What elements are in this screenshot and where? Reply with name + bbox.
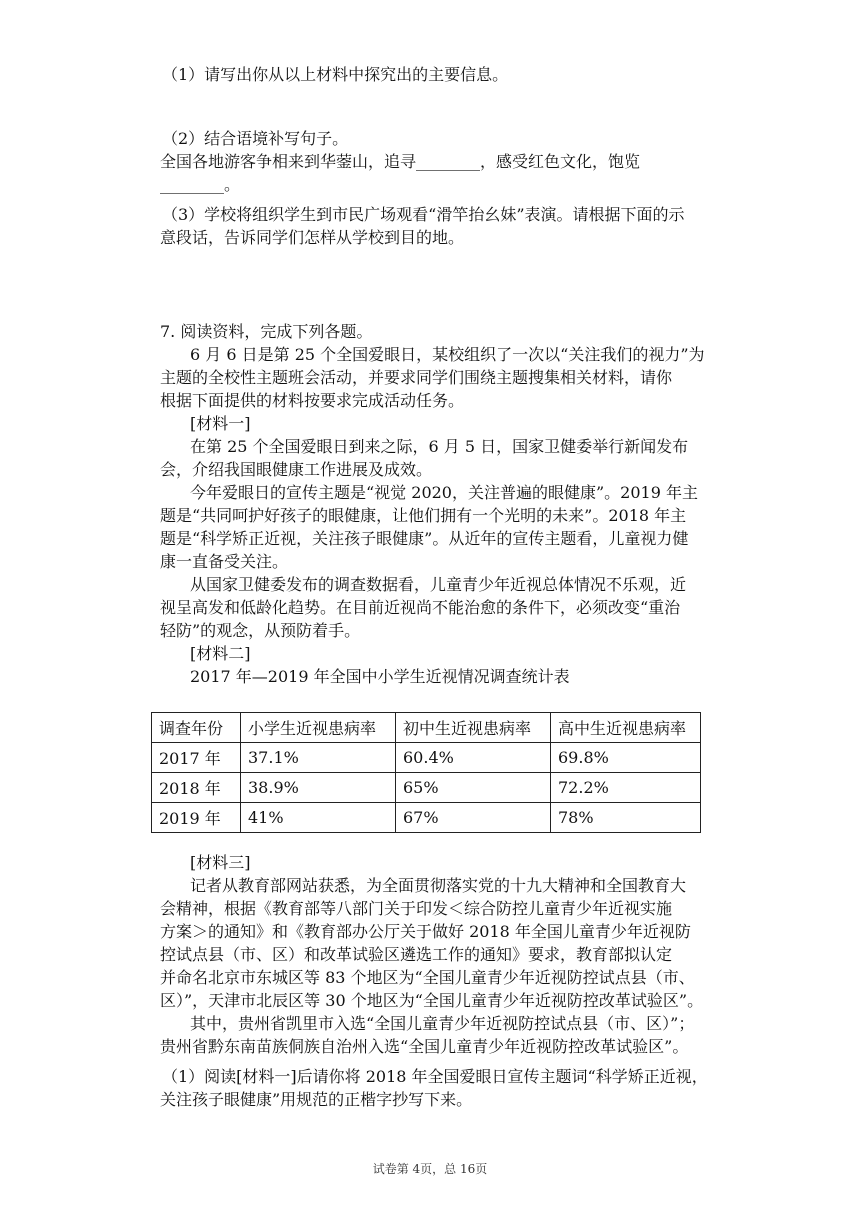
table-cell: 41% <box>241 803 396 833</box>
page-footer: 试卷第 4页，总 16页 <box>372 1162 488 1176</box>
material-1-line: 今年爱眼日的宣传主题是“视觉 2020，关注普遍的眼健康”。2019 年主 <box>190 483 698 502</box>
material-2-label: [材料二] <box>190 644 251 663</box>
material-3-label: [材料三] <box>190 853 251 872</box>
q7-intro-line: 6 月 6 日是第 25 个全国爱眼日，某校组织了一次以“关注我们的视力”为 <box>190 345 705 364</box>
table-row <box>152 773 701 803</box>
table-cell: 72.2% <box>551 773 701 803</box>
table-cell: 60.4% <box>396 743 551 773</box>
q7-sub1-line: 关注孩子眼健康”用规范的正楷字抄写下来。 <box>160 1090 473 1109</box>
material-3-line: 控试点县（市、区）和改革试验区遴选工作的通知》要求，教育部拟认定 <box>160 945 673 964</box>
material-3-line: 记者从教育部网站获悉，为全面贯彻落实党的十九大精神和全国教育大 <box>190 876 687 895</box>
q6-sub2-line1: 全国各地游客争相来到华蓥山，追寻________，感受红色文化，饱览 <box>160 152 641 171</box>
table-cell: 78% <box>551 803 701 833</box>
table-cell: 69.8% <box>551 743 701 773</box>
material-1-line: 康一直备受关注。 <box>160 552 289 571</box>
table-cell: 65% <box>396 773 551 803</box>
material-1-line: 视呈高发和低龄化趋势。在目前近视尚不能治愈的条件下，必须改变“重治 <box>160 598 681 617</box>
material-3-line: 方案＞的通知》和《教育部办公厅关于做好 2018 年全国儿童青少年近视防 <box>160 922 691 941</box>
q6-sub3-line2: 意段话，告诉同学们怎样从学校到目的地。 <box>160 228 465 247</box>
q6-sub2-line2: ________。 <box>160 175 241 194</box>
material-3-line: 区）”，天津市北辰区等 30 个地区为“全国儿童青少年近视防控改革试验区”。 <box>160 991 704 1010</box>
table-cell: 38.9% <box>241 773 396 803</box>
material-3-line: 贵州省黔东南苗族侗族自治州入选“全国儿童青少年近视防控改革试验区”。 <box>160 1037 689 1056</box>
q7-title: 7. 阅读资料，完成下列各题。 <box>160 322 373 341</box>
table-header-cell: 高中生近视患病率 <box>551 713 701 743</box>
material-1-line: 题是“科学矫正近视，关注孩子眼健康”。从近年的宣传主题看，儿童视力健 <box>160 529 689 548</box>
material-1-line: 会，介绍我国眼健康工作进展及成效。 <box>160 460 433 479</box>
table-cell: 2019 年 <box>152 803 241 833</box>
table-header-cell: 小学生近视患病率 <box>241 713 396 743</box>
q7-intro-line: 主题的全校性主题班会活动，并要求同学们围绕主题搜集相关材料，请你 <box>160 368 673 387</box>
material-1-label: [材料一] <box>190 414 251 433</box>
material-3-line: 会精神，根据《教育部等八部门关于印发＜综合防控儿童青少年近视实施 <box>160 899 673 918</box>
table-cell: 2018 年 <box>152 773 241 803</box>
table-header-cell: 初中生近视患病率 <box>396 713 551 743</box>
table-row <box>152 803 701 833</box>
table-caption: 2017 年—2019 年全国中小学生近视情况调查统计表 <box>190 667 570 686</box>
table-row <box>152 743 701 773</box>
myopia-stats-table <box>151 712 701 833</box>
material-1-line: 题是“共同呵护好孩子的眼健康，让他们拥有一个光明的未来”。2018 年主 <box>160 506 687 525</box>
table-cell: 37.1% <box>241 743 396 773</box>
material-3-line: 并命名北京市东城区等 83 个地区为“全国儿童青少年近视防控试点县（市、 <box>160 968 695 987</box>
material-1-line: 在第 25 个全国爱眼日到来之际，6 月 5 日，国家卫健委举行新闻发布 <box>190 437 689 456</box>
q6-sub2-title: （2）结合语境补写句子。 <box>162 129 349 148</box>
q7-intro-line: 根据下面提供的材料按要求完成活动任务。 <box>160 391 465 410</box>
table-cell: 67% <box>396 803 551 833</box>
material-1-line: 从国家卫健委发布的调查数据看，儿童青少年近视总体情况不乐观，近 <box>190 575 687 594</box>
table-cell: 2017 年 <box>152 743 241 773</box>
material-3-line: 其中，贵州省凯里市入选“全国儿童青少年近视防控试点县（市、区）”； <box>190 1014 695 1033</box>
table-header-cell: 调查年份 <box>152 713 241 743</box>
q6-sub3-line1: （3）学校将组织学生到市民广场观看“滑竿抬幺妹”表演。请根据下面的示 <box>162 205 685 224</box>
material-1-line: 轻防”的观念，从预防着手。 <box>160 621 361 640</box>
q6-sub1: （1）请写出你从以上材料中探究出的主要信息。 <box>162 65 509 84</box>
table-header-row <box>152 713 701 743</box>
q7-sub1-line: （1）阅读[材料一]后请你将 2018 年全国爱眼日宣传主题词“科学矫正近视， <box>162 1067 708 1086</box>
